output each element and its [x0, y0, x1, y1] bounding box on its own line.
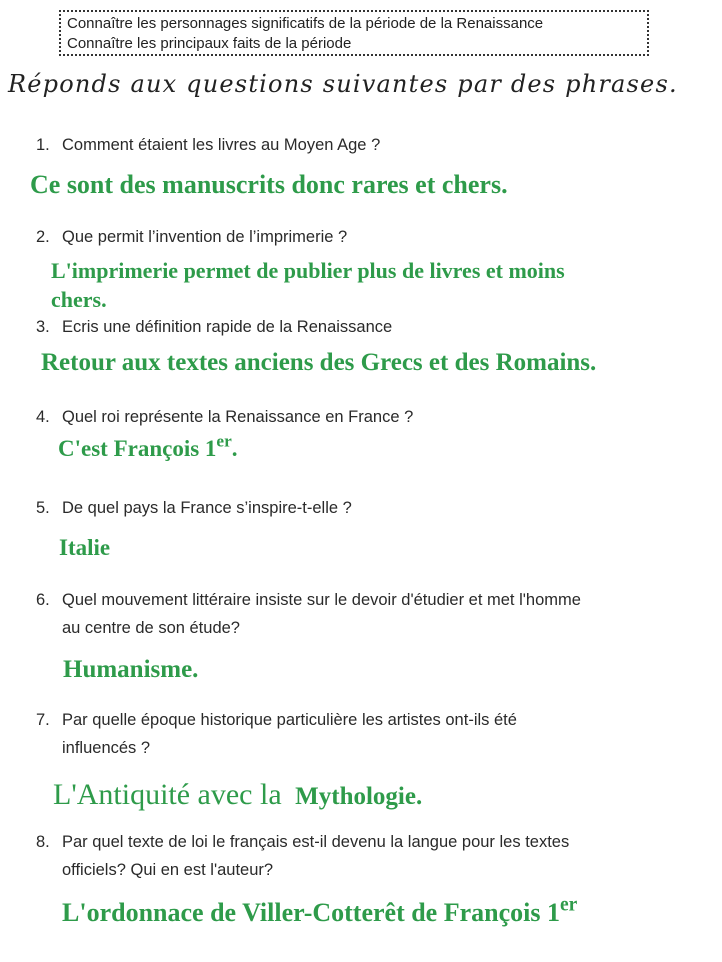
answer-2: L'imprimerie permet de publier plus de livres et moins chers.	[51, 258, 565, 312]
question-5: 5. De quel pays la France s’inspire-t-elle ?	[36, 499, 352, 517]
answer-8: L'ordonnace de Viller-Cotterêt de François 1er	[62, 894, 578, 927]
answer-5: Italie	[59, 535, 111, 560]
question-1: 1. Comment étaient les livres au Moyen Age ?	[36, 136, 381, 154]
objective-1: Connaître les personnages significatifs de la période de la Renaissance	[67, 15, 544, 32]
question-6: 6. Quel mouvement littéraire insiste sur le devoir d'étudier et met l'homme au centre de son étude?	[36, 591, 581, 637]
question-4: 4. Quel roi représente la Renaissance en France ?	[36, 408, 414, 426]
answer-4: C'est François 1er.	[58, 431, 238, 461]
question-8: 8. Par quel texte de loi le français est-il devenu la langue pour les textes officiels? Qui en est l'auteur?	[36, 833, 570, 879]
instruction-heading: Réponds aux questions suivantes par des phrases.	[8, 70, 678, 98]
question-7: 7. Par quelle époque historique particulière les artistes ont-ils été influencés ?	[36, 711, 517, 757]
question-3: 3. Ecris une définition rapide de la Renaissance	[36, 318, 393, 336]
objectives-box	[59, 10, 649, 56]
answer-1: Ce sont des manuscrits donc rares et chers.	[30, 170, 508, 199]
question-2: 2. Que permit l’invention de l’imprimerie ?	[36, 228, 348, 246]
objective-2: Connaître les principaux faits de la période	[67, 35, 352, 52]
answer-7: L'Antiquité avec la Mythologie.	[53, 778, 423, 811]
answer-3: Retour aux textes anciens des Grecs et des Romains.	[41, 349, 597, 376]
answer-6: Humanisme.	[63, 656, 199, 683]
